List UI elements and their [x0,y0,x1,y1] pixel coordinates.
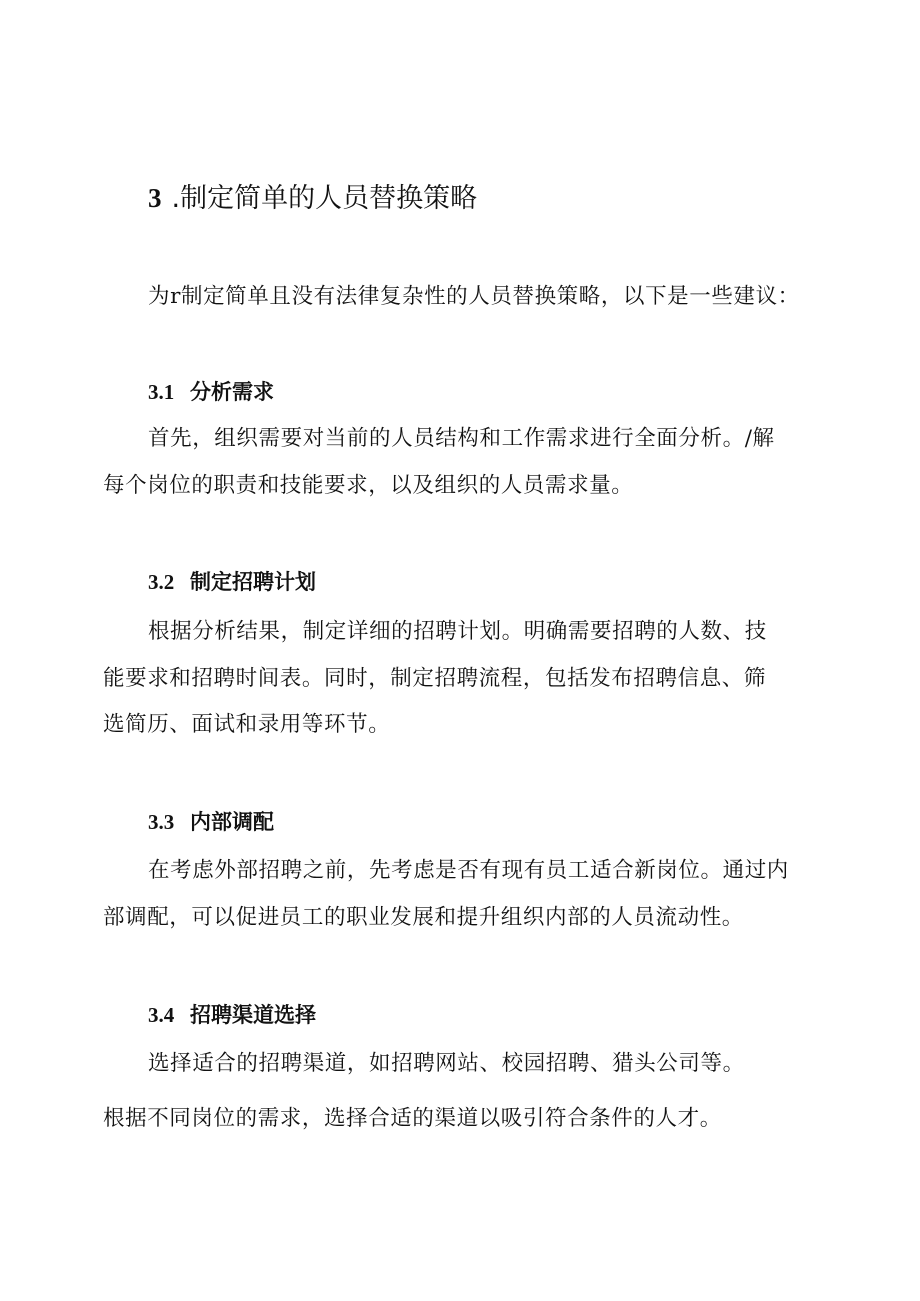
paragraph-line: 部调配，可以促进员工的职业发展和提升组织内部的人员流动性。 [103,905,744,930]
subsection-title: 招聘渠道选择 [190,1003,316,1027]
section-title [148,176,477,215]
subsection-number: 3.4 [148,1003,175,1027]
paragraph-line: 能要求和招聘时间表。同时，制定招聘流程，包括发布招聘信息、筛 [103,666,767,691]
paragraph-line: 在考虑外部招聘之前，先考虑是否有现有员工适合新岗位。通过内 [148,858,789,883]
subsection-number: 3.1 [148,380,175,404]
subsection-title: 制定招聘计划 [190,570,316,594]
subsection-heading-3-4 [148,999,316,1029]
subsection-title: 分析需求 [190,380,274,404]
section-number: 3 [148,183,162,213]
paragraph-line: 根据不同岗位的需求，选择合适的渠道以吸引符合条件的人才。 [103,1106,722,1131]
subsection-heading-3-3 [148,806,274,836]
section-title-text: .制定简单的人员替换策略 [171,183,478,214]
subsection-number: 3.3 [148,810,175,834]
paragraph-line: 选择适合的招聘渠道，如招聘网站、校园招聘、猎头公司等。 [148,1051,745,1076]
paragraph-line: 每个岗位的职责和技能要求，以及组织的人员需求量。 [103,473,634,498]
subsection-number: 3.2 [148,570,175,594]
intro-paragraph: 为r制定简单且没有法律复杂性的人员替换策略，以下是一些建议： [148,284,800,309]
subsection-heading-3-1 [148,376,274,406]
paragraph-line: 选简历、面试和录用等环节。 [103,712,391,737]
paragraph-line: 首先，组织需要对当前的人员结构和工作需求进行全面分析。/解 [148,426,775,451]
paragraph-line: 根据分析结果，制定详细的招聘计划。明确需要招聘的人数、技 [148,619,767,644]
subsection-title: 内部调配 [190,810,274,834]
subsection-heading-3-2 [148,566,316,596]
